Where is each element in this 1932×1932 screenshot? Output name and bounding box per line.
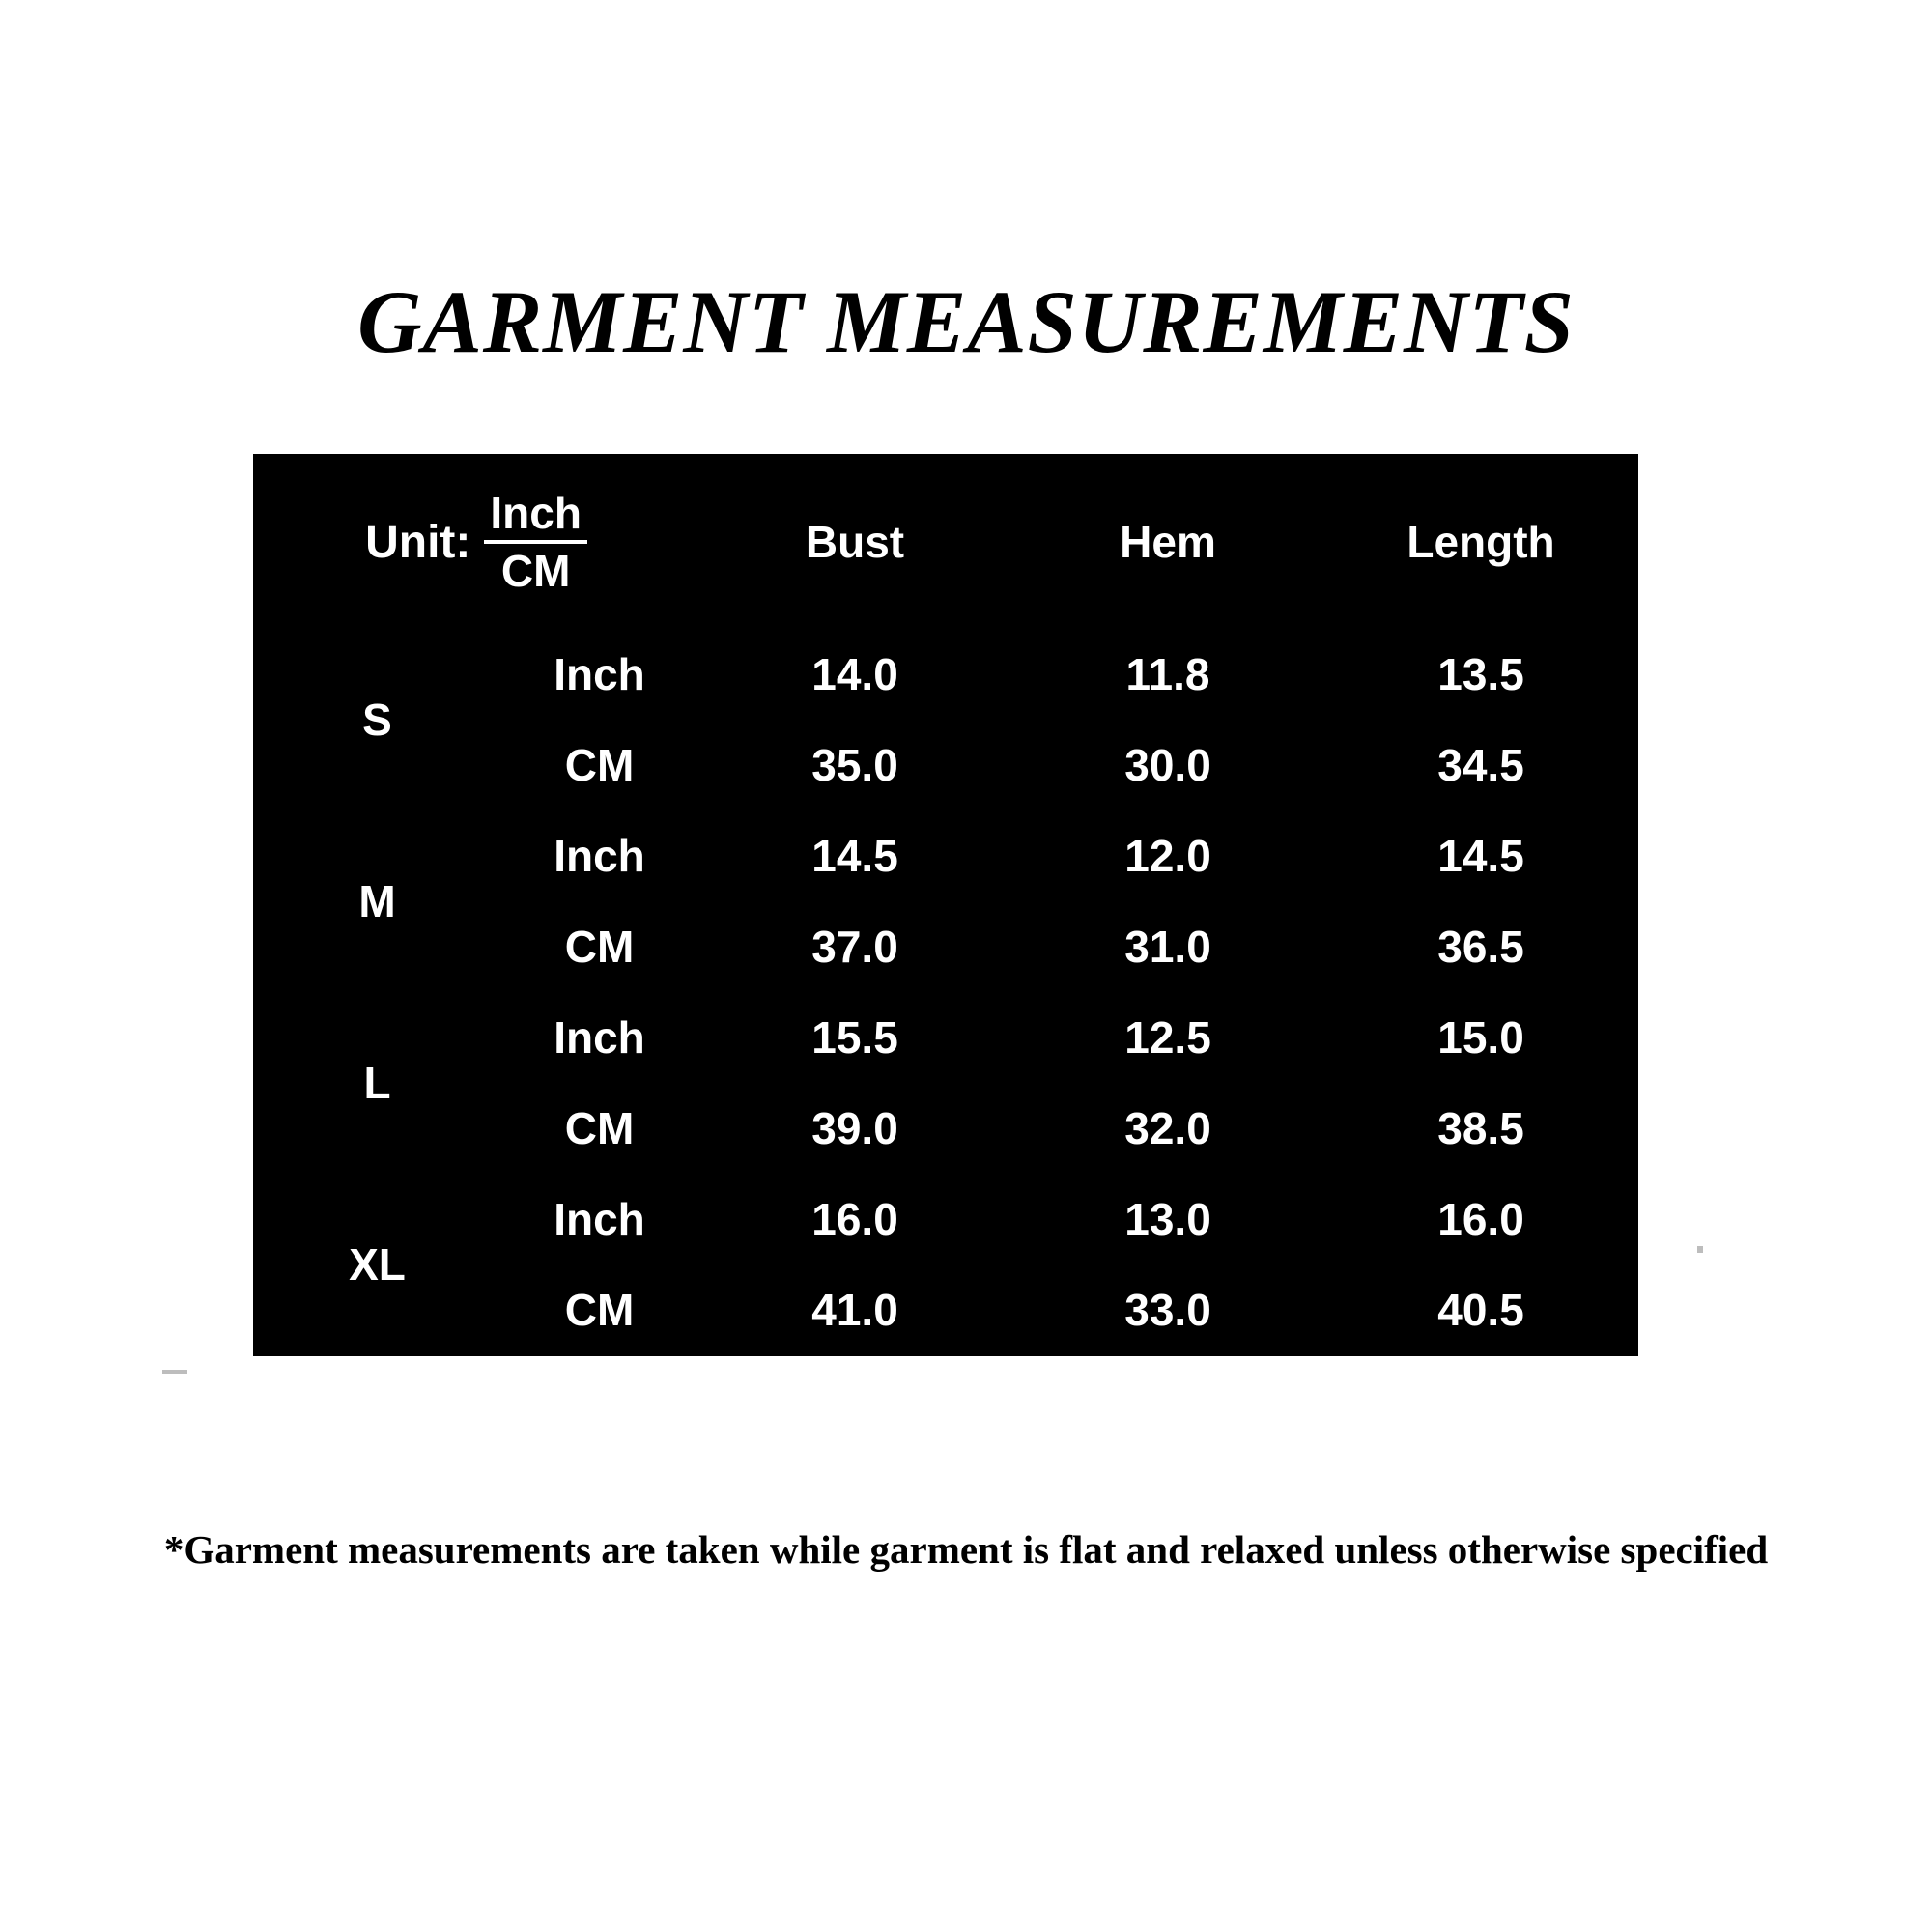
value-s-cm-length: 34.5 (1324, 720, 1637, 810)
size-label-l: L (254, 992, 500, 1174)
unit-label-m-inch: Inch (500, 810, 698, 901)
value-m-cm-length: 36.5 (1324, 901, 1637, 992)
value-xl-inch-length: 16.0 (1324, 1174, 1637, 1264)
page-speck (162, 1370, 187, 1374)
footnote-text: *Garment measurements are taken while garment is flat and relaxed unless otherwise specified (163, 1527, 1769, 1572)
value-xl-cm-bust: 41.0 (698, 1264, 1011, 1355)
value-m-cm-bust: 37.0 (698, 901, 1011, 992)
value-s-cm-hem: 30.0 (1011, 720, 1324, 810)
value-m-inch-bust: 14.5 (698, 810, 1011, 901)
value-l-inch-hem: 12.5 (1011, 992, 1324, 1083)
value-m-cm-hem: 31.0 (1011, 901, 1324, 992)
column-header-length: Length (1324, 455, 1637, 629)
column-header-bust: Bust (698, 455, 1011, 629)
table-row (254, 992, 1637, 1083)
garment-measurements-table (253, 454, 1638, 1356)
unit-label-m-cm: CM (500, 901, 698, 992)
size-label-s: S (254, 629, 500, 810)
unit-label-s-cm: CM (500, 720, 698, 810)
value-xl-inch-bust: 16.0 (698, 1174, 1011, 1264)
value-s-inch-bust: 14.0 (698, 629, 1011, 720)
value-l-inch-bust: 15.5 (698, 992, 1011, 1083)
unit-label-xl-inch: Inch (500, 1174, 698, 1264)
table-row (254, 810, 1637, 901)
unit-label-s-inch: Inch (500, 629, 698, 720)
size-label-xl: XL (254, 1174, 500, 1355)
unit-label-l-inch: Inch (500, 992, 698, 1083)
value-m-inch-hem: 12.0 (1011, 810, 1324, 901)
page-speck (1697, 1246, 1703, 1253)
value-s-inch-length: 13.5 (1324, 629, 1637, 720)
value-l-inch-length: 15.0 (1324, 992, 1637, 1083)
value-m-inch-length: 14.5 (1324, 810, 1637, 901)
measurements-table-container (253, 454, 1636, 1356)
value-s-cm-bust: 35.0 (698, 720, 1011, 810)
unit-label-xl-cm: CM (500, 1264, 698, 1355)
unit-header-cell (254, 455, 698, 629)
value-l-cm-hem: 32.0 (1011, 1083, 1324, 1174)
value-s-inch-hem: 11.8 (1011, 629, 1324, 720)
table-header-row (254, 455, 1637, 629)
table-row (254, 1174, 1637, 1264)
unit-fraction-denominator: CM (500, 546, 571, 596)
value-xl-cm-length: 40.5 (1324, 1264, 1637, 1355)
column-header-hem: Hem (1011, 455, 1324, 629)
page-title: GARMENT MEASUREMENTS (357, 272, 1575, 371)
value-xl-inch-hem: 13.0 (1011, 1174, 1324, 1264)
value-l-cm-length: 38.5 (1324, 1083, 1637, 1174)
unit-fraction (484, 487, 587, 596)
value-xl-cm-hem: 33.0 (1011, 1264, 1324, 1355)
value-l-cm-bust: 39.0 (698, 1083, 1011, 1174)
table-row (254, 629, 1637, 720)
unit-label-l-cm: CM (500, 1083, 698, 1174)
unit-header-label: Unit: (365, 516, 471, 568)
size-label-m: M (254, 810, 500, 992)
unit-fraction-numerator: Inch (484, 490, 587, 544)
